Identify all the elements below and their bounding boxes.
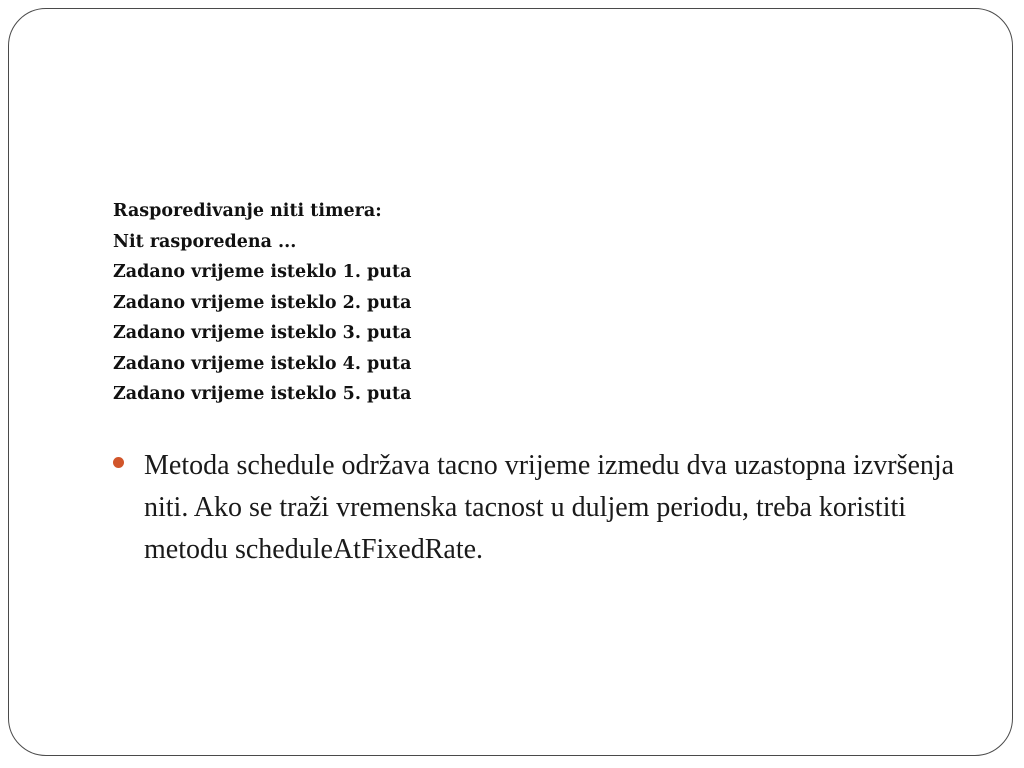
bullet-dot-icon — [113, 457, 124, 468]
program-output-block — [113, 196, 411, 410]
output-line-header: Rasporedivanje niti timera: — [113, 201, 382, 221]
output-line-5: Zadano vrijeme isteklo 5. puta — [113, 384, 412, 404]
bullet-text: Metoda schedule održava tacno vrijeme izmedu dva uzastopna izvršenja niti. Ako se traži vremenska tacnost u duljem periodu, treba koristiti metodu scheduleAtFixedRate. — [144, 450, 955, 565]
output-line-1: Zadano vrijeme isteklo 1. puta — [113, 262, 412, 282]
output-line-2: Zadano vrijeme isteklo 2. puta — [113, 292, 412, 313]
bullet-item — [113, 445, 983, 571]
output-line-3: Zadano vrijeme isteklo 3. puta — [113, 323, 412, 343]
output-line-scheduled: Nit rasporedena ... — [113, 231, 297, 252]
output-line-4: Zadano vrijeme isteklo 4. puta — [113, 353, 412, 374]
